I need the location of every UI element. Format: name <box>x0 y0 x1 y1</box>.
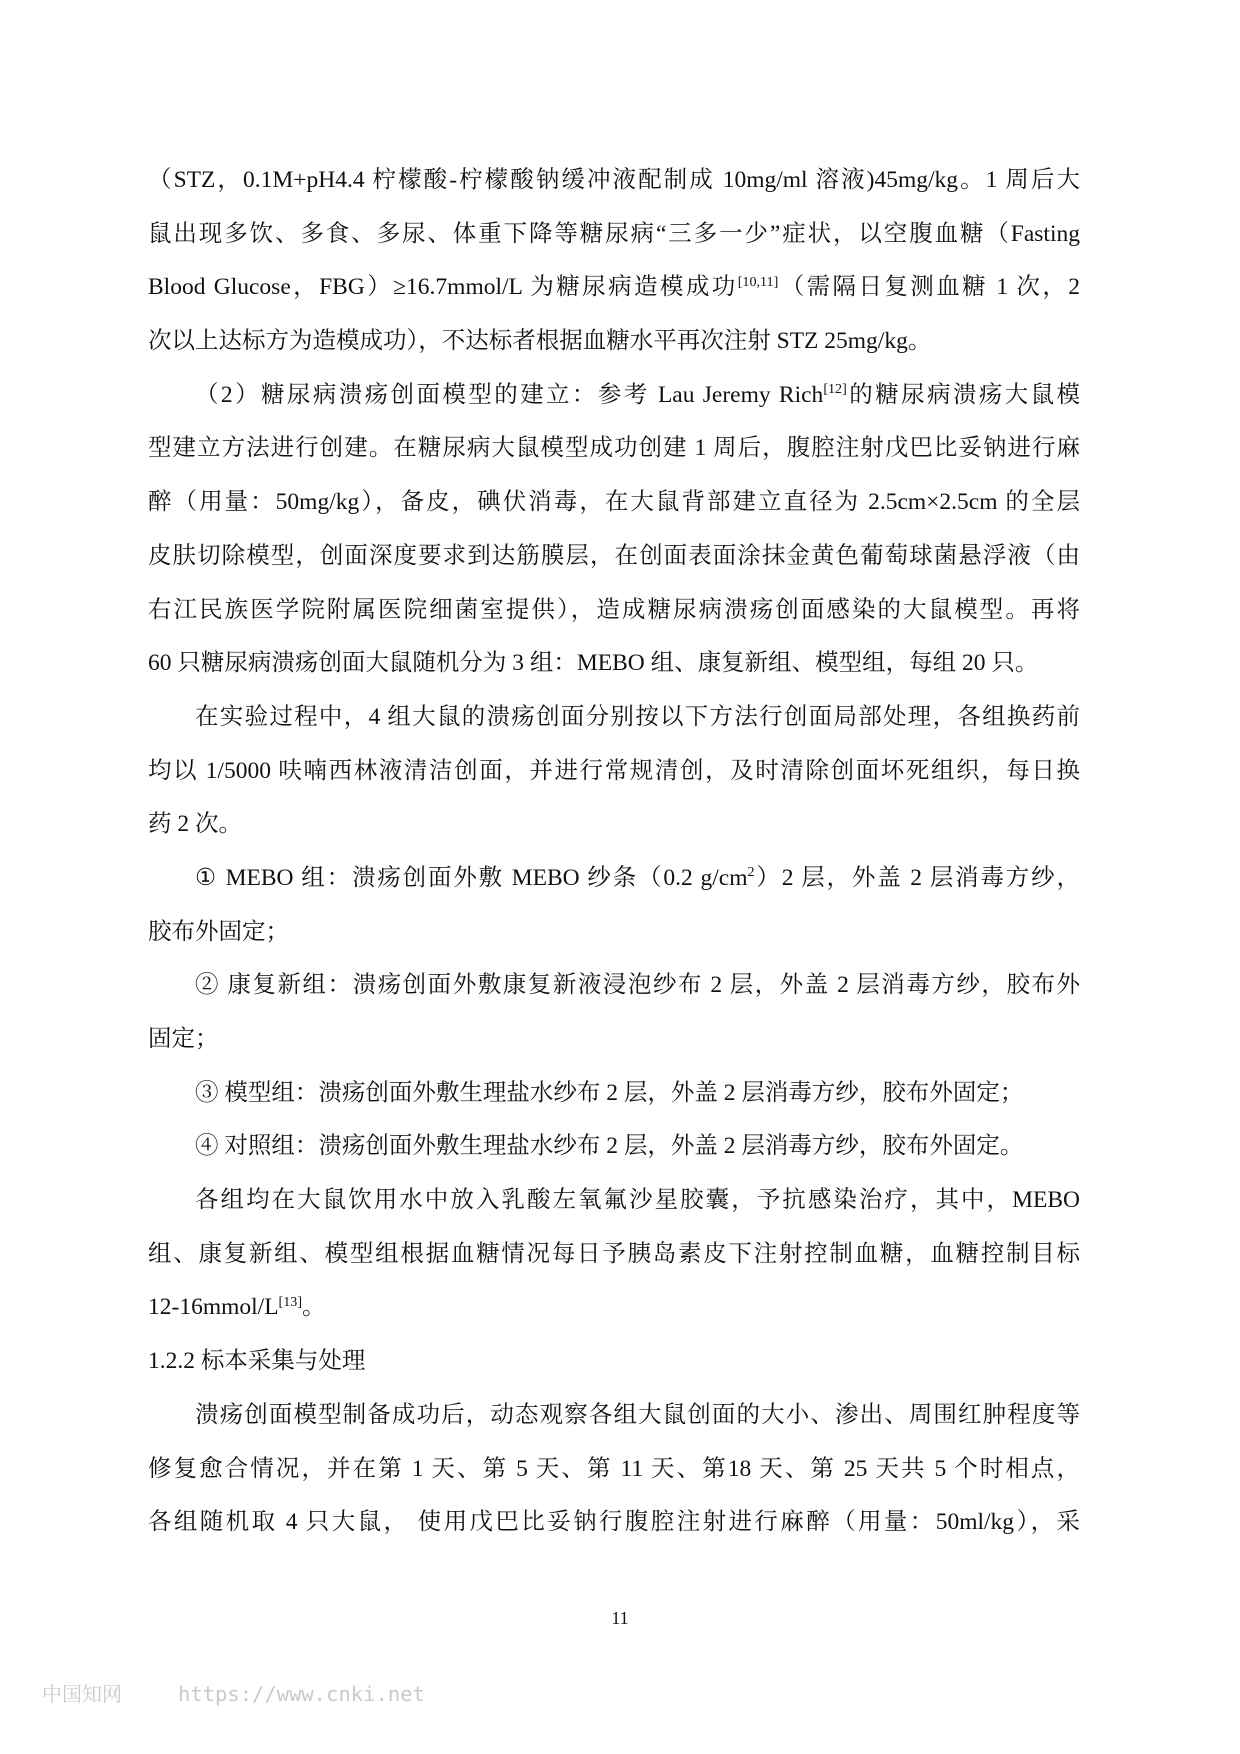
text-line: 右江民族医学院附属医院细菌室提供），造成糖尿病溃疡创面感染的大鼠模型。再将 <box>148 596 1080 623</box>
text-line: 各组随机取 4 只大鼠， 使用戊巴比妥钠行腹腔注射进行麻醉（用量：50ml/kg），采 <box>148 1509 1080 1536</box>
text-line: ③ 模型组：溃疡创面外敷生理盐水纱布 2 层，外盖 2 层消毒方纱，胶布外固定； <box>195 1079 1024 1106</box>
paragraph <box>148 959 1080 1066</box>
text-segment: 的糖尿病溃疡大鼠模 <box>846 381 1081 408</box>
citation-superscript: [13] <box>278 1293 303 1310</box>
body-text <box>148 154 1080 1550</box>
text-line: 鼠出现多饮、多食、多尿、体重下降等糖尿病“三多一少”症状，以空腹血糖（Fasting <box>148 220 1080 247</box>
section-heading: 1.2.2 标本采集与处理 <box>148 1348 366 1375</box>
text-line: 60 只糖尿病溃疡创面大鼠随机分为 3 组：MEBO 组、康复新组、模型组，每组 20 只。 <box>148 650 1039 677</box>
text-line: 皮肤切除模型，创面深度要求到达筋膜层，在创面表面涂抹金黄色葡萄球菌悬浮液（由 <box>148 542 1080 569</box>
text-line: ② 康复新组：溃疡创面外敷康复新液浸泡纱布 2 层，外盖 2 层消毒方纱，胶布外 <box>195 972 1080 999</box>
text-line: 药 2 次。 <box>148 811 242 838</box>
paragraph <box>148 369 1080 691</box>
text-line: 固定； <box>148 1026 219 1052</box>
paragraph <box>148 154 1080 369</box>
text-line: 修复愈合情况，并在第 1 天、第 5 天、第 11 天、第18 天、第 25 天共 5 个时相点， <box>148 1455 1080 1482</box>
unit-superscript: 2 <box>747 864 755 881</box>
text-segment: Blood Glucose，FBG）≥16.7mmol/L 为糖尿病造模成功 <box>148 274 738 301</box>
text-line <box>148 369 1080 423</box>
footer-watermark <box>42 1681 425 1707</box>
footer-url: https://www.cnki.net <box>178 1682 425 1706</box>
paragraph <box>148 1067 1080 1121</box>
text-line: （STZ，0.1M+pH4.4 柠檬酸-柠檬酸钠缓冲液配制成 10mg/ml 溶液)45mg/kg。1 周后大 <box>148 167 1080 193</box>
text-line <box>148 261 1080 315</box>
text-line: 在实验过程中，4 组大鼠的溃疡创面分别按以下方法行创面局部处理，各组换药前 <box>195 703 1080 730</box>
paragraph <box>148 1120 1080 1174</box>
text-line: 均以 1/5000 呋喃西林液清洁创面，并进行常规清创，及时清除创面坏死组织，每日换 <box>148 757 1080 784</box>
text-line: 次以上达标方为造模成功），不达标者根据血糖水平再次注射 STZ 25mg/kg。 <box>148 328 932 355</box>
text-line: 各组均在大鼠饮用水中放入乳酸左氧氟沙星胶囊，予抗感染治疗，其中，MEBO <box>195 1187 1080 1214</box>
text-line: 溃疡创面模型制备成功后，动态观察各组大鼠创面的大小、渗出、周围红肿程度等 <box>195 1401 1080 1428</box>
text-line: 型建立方法进行创建。在糖尿病大鼠模型成功创建 1 周后，腹腔注射戊巴比妥钠进行麻 <box>148 435 1080 462</box>
text-segment: ）2 层，外盖 2 层消毒方纱， <box>754 864 1080 891</box>
text-segment: （2）糖尿病溃疡创面模型的建立：参考 Lau Jeremy Rich <box>195 381 824 408</box>
text-segment: ① MEBO 组：溃疡创面外敷 MEBO 纱条（0.2 g/cm <box>195 864 748 891</box>
text-line: 胶布外固定； <box>148 918 289 945</box>
page-number: 11 <box>611 1608 629 1628</box>
text-line: 组、康复新组、模型组根据血糖情况每日予胰岛素皮下注射控制血糖，血糖控制目标 <box>148 1240 1080 1267</box>
paragraph <box>148 1174 1080 1335</box>
text-line: 醉（用量：50mg/kg），备皮，碘伏消毒，在大鼠背部建立直径为 2.5cm×2.5cm 的全层 <box>148 489 1080 516</box>
paragraph <box>148 852 1080 959</box>
text-line <box>148 852 1080 906</box>
text-segment: （需隔日复测血糖 1 次，2 <box>778 274 1081 301</box>
text-segment: 。 <box>302 1294 326 1321</box>
text-line: ④ 对照组：溃疡创面外敷生理盐水纱布 2 层，外盖 2 层消毒方纱，胶布外固定。 <box>195 1133 1024 1160</box>
text-segment: 12-16mmol/L <box>148 1294 279 1321</box>
citation-superscript: [10,11] <box>737 273 779 290</box>
footer-site-name: 中国知网 <box>42 1682 122 1706</box>
text-line <box>148 1281 1080 1335</box>
citation-superscript: [12] <box>823 381 847 398</box>
paragraph <box>148 1389 1080 1550</box>
paragraph <box>148 691 1080 852</box>
